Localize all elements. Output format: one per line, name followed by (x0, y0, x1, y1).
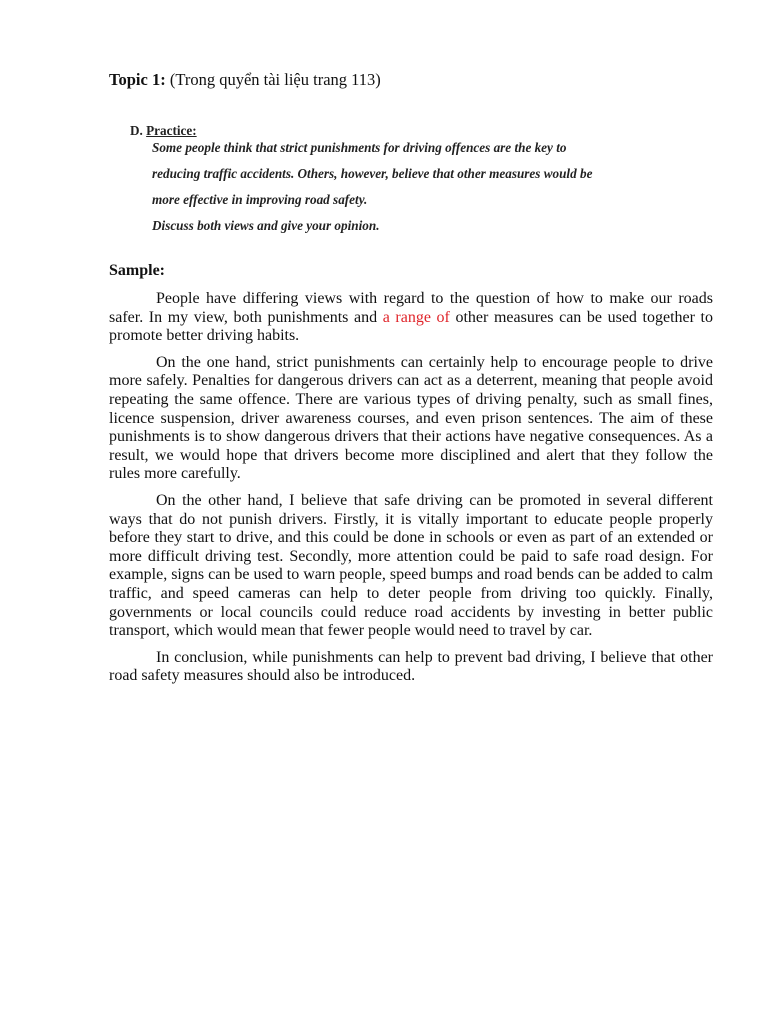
topic-label: Topic 1: (109, 70, 166, 89)
practice-box (130, 123, 690, 239)
task-line: more effective in improving road safety. (152, 192, 368, 207)
practice-marker: D. (130, 123, 143, 138)
topic-heading (109, 70, 381, 90)
p1-text-end: other measures can be used together to promote better driving habits. (109, 308, 714, 345)
practice-task (130, 135, 690, 239)
p1-text: People have differing views with regard to the question of how to make our roads safer. In my view, both punishments and (109, 290, 713, 326)
highlighted-phrase: a range of (382, 308, 450, 326)
task-line: Some people think that strict punishments for driving offences are the key to (152, 140, 567, 155)
paragraph-intro (109, 290, 713, 346)
practice-label: Practice: (146, 123, 197, 138)
sample-heading: Sample: (109, 262, 165, 279)
topic-note: (Trong quyển tài liệu trang 113) (169, 70, 381, 89)
paragraph-body-2: On the other hand, I believe that safe driving can be promoted in several different ways that do not punish drivers. Firstly, it is vitally important to educate people properly before they start to drive, and this could be done in schools or even as part of an extended or more difficult driving test. Secondly, more attention could be paid to safe road design. For example, signs can be used to warn people, speed bumps and road bends can be added to calm traffic, and speed cameras can help to deter people from driving too quickly. Finally, governments or local councils could reduce road accidents by investing in better public transport, which would mean that fewer people would need to travel by car. (109, 491, 713, 640)
paragraph-conclusion: In conclusion, while punishments can help to prevent bad driving, I believe that other road safety measures should also be introduced. (109, 648, 713, 685)
sample-essay (109, 290, 713, 694)
task-line: reducing traffic accidents. Others, however, believe that other measures would be (152, 166, 593, 181)
task-line: Discuss both views and give your opinion. (152, 218, 380, 233)
paragraph-body-1: On the one hand, strict punishments can certainly help to encourage people to drive more safely. Penalties for dangerous drivers can act as a deterrent, meaning that people avoid repeating the same offence. There are various types of driving penalty, such as small fines, licence suspension, driver awareness courses, and even prison sentences. The aim of these punishments is to show dangerous drivers that their actions have negative consequences. As a result, we would hope that drivers become more disciplined and alert that they follow the rules more carefully. (109, 353, 713, 483)
